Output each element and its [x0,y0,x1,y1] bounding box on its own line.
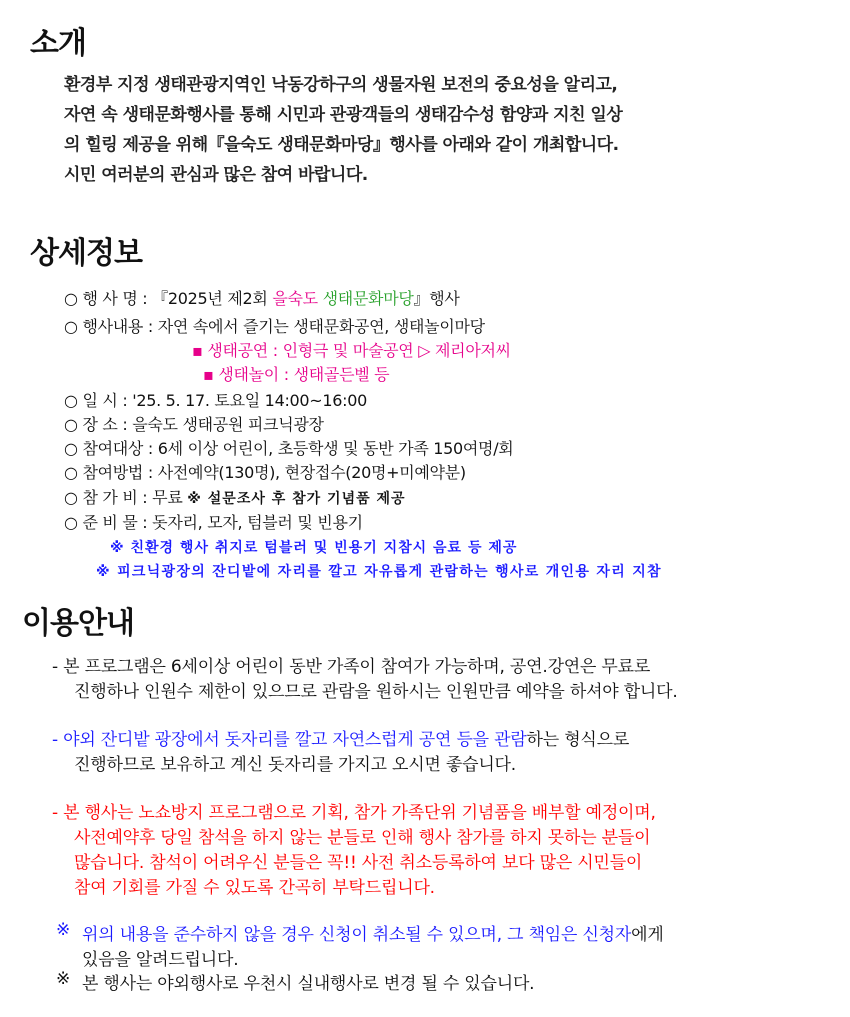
guide-item-1-line-1: - 본 프로그램은 6세이상 어린이 동반 가족이 참여가 가능하며, 공연.강연은 무료로 [52,657,651,677]
intro-line: 환경부 지정 생태관광지역인 낙동강하구의 생물자원 보전의 중요성을 알리고, [64,75,618,95]
detail-label: ○ 행 사 명 : [64,289,148,308]
guide-item-3-line-3: 많습니다. 참석이 어려우신 분들은 꼭!! 사전 취소등록하여 보다 많은 시민들이 [74,853,643,873]
detail-label: ○ 참여대상 : [64,439,153,458]
detail-method [64,460,466,483]
guide-item-2-line-1 [52,725,629,750]
detail-note-mat: ※ 피크닉광장의 잔디밭에 자리를 깔고 자유롭게 관람하는 행사로 개인용 자리 지참 [96,564,662,580]
notice-mark-icon: ※ [56,969,71,989]
guide-item-1-line-2: 진행하나 인원수 제한이 있으므로 관람을 원하시는 인원만큼 예약을 하셔야 합니다. [74,682,678,702]
intro-section-title: 소개 [30,26,86,61]
event-name-place: 을숙도 [272,289,318,308]
event-name-suffix: 』행사 [413,289,460,308]
detail-date [64,388,367,411]
detail-section-title: 상세정보 [30,236,142,271]
guide-item-3-line-2: 사전예약후 당일 참석을 하지 않는 분들로 인해 행사 참가를 하지 못하는 분들이 [74,828,651,848]
detail-content [64,314,485,337]
guide-item-2-highlight: - 야외 잔디밭 광장에서 돗자리를 깔고 자연스럽게 공연 등을 관람 [52,730,527,750]
detail-value: 을숙도 생태공원 피크닉광장 [132,415,324,434]
intro-line: 시민 여러분의 관심과 많은 참여 바랍니다. [64,165,368,185]
detail-target [64,436,513,459]
detail-note-tumbler: ※ 친환경 행사 취지로 텀블러 및 빈용기 지참시 음료 등 제공 [110,540,518,556]
detail-value: 무료 [152,488,183,507]
content-sub-performance: ▪ 생태공연 : 인형극 및 마술공연 ▷ 제리아저씨 [192,341,511,360]
event-name-title: 생태문화마당 [322,289,414,308]
detail-label: ○ 장 소 : [64,415,128,434]
guide-item-2-rest: 하는 형식으로 [526,730,630,750]
fee-note: ※ 설문조사 후 참가 기념품 제공 [187,491,406,507]
guide-item-2-line-2: 진행하므로 보유하고 계신 돗자리를 가지고 오시면 좋습니다. [74,755,516,775]
intro-line: 자연 속 생태문화행사를 통해 시민과 관광객들의 생태감수성 함양과 지친 일상 [64,105,623,125]
event-name-prefix: 『2025년 제2회 [152,289,273,308]
content-sub-play: ▪ 생태놀이 : 생태골든벨 등 [203,365,390,384]
notice-mark-icon: ※ [56,920,71,940]
detail-event-name [64,286,460,309]
guide-section-title: 이용안내 [22,606,134,641]
notice-2-line-1: 본 행사는 야외행사로 우천시 실내행사로 변경 될 수 있습니다. [82,974,535,994]
detail-fee [64,485,406,508]
intro-line: 의 힐링 제공을 위해『을숙도 생태문화마당』행사를 아래와 같이 개최합니다. [64,135,619,155]
detail-label: ○ 참여방법 : [64,463,153,482]
guide-item-3-line-1: - 본 행사는 노쇼방지 프로그램으로 기획, 참가 가족단위 기념품을 배부할 예정이며, [52,803,656,823]
detail-value: 6세 이상 어린이, 초등학생 및 동반 가족 150여명/회 [157,439,514,458]
detail-label: ○ 참 가 비 : [64,488,148,507]
detail-value: 사전예약(130명), 현장접수(20명+미예약분) [157,463,466,482]
notice-1-line-2: 있음을 알려드립니다. [82,950,239,970]
notice-1-line-1 [82,920,664,945]
detail-label: ○ 행사내용 : [64,317,153,336]
detail-place [64,412,324,435]
intro-paragraph [64,70,622,190]
detail-value: 돗자리, 모자, 텀블러 및 빈용기 [152,513,363,532]
notice-1-rest: 에게 [631,925,664,945]
detail-label: ○ 일 시 : [64,391,128,410]
detail-items [64,510,363,533]
guide-item-3-line-4: 참여 기회를 가질 수 있도록 간곡히 부탁드립니다. [74,878,435,898]
detail-value: '25. 5. 17. 토요일 14:00~16:00 [132,391,368,410]
notice-1-highlight: 위의 내용을 준수하지 않을 경우 신청이 취소될 수 있으며, 그 책임은 신청자 [82,925,632,945]
detail-label: ○ 준 비 물 : [64,513,148,532]
detail-value: 자연 속에서 즐기는 생태문화공연, 생태놀이마당 [157,317,485,336]
